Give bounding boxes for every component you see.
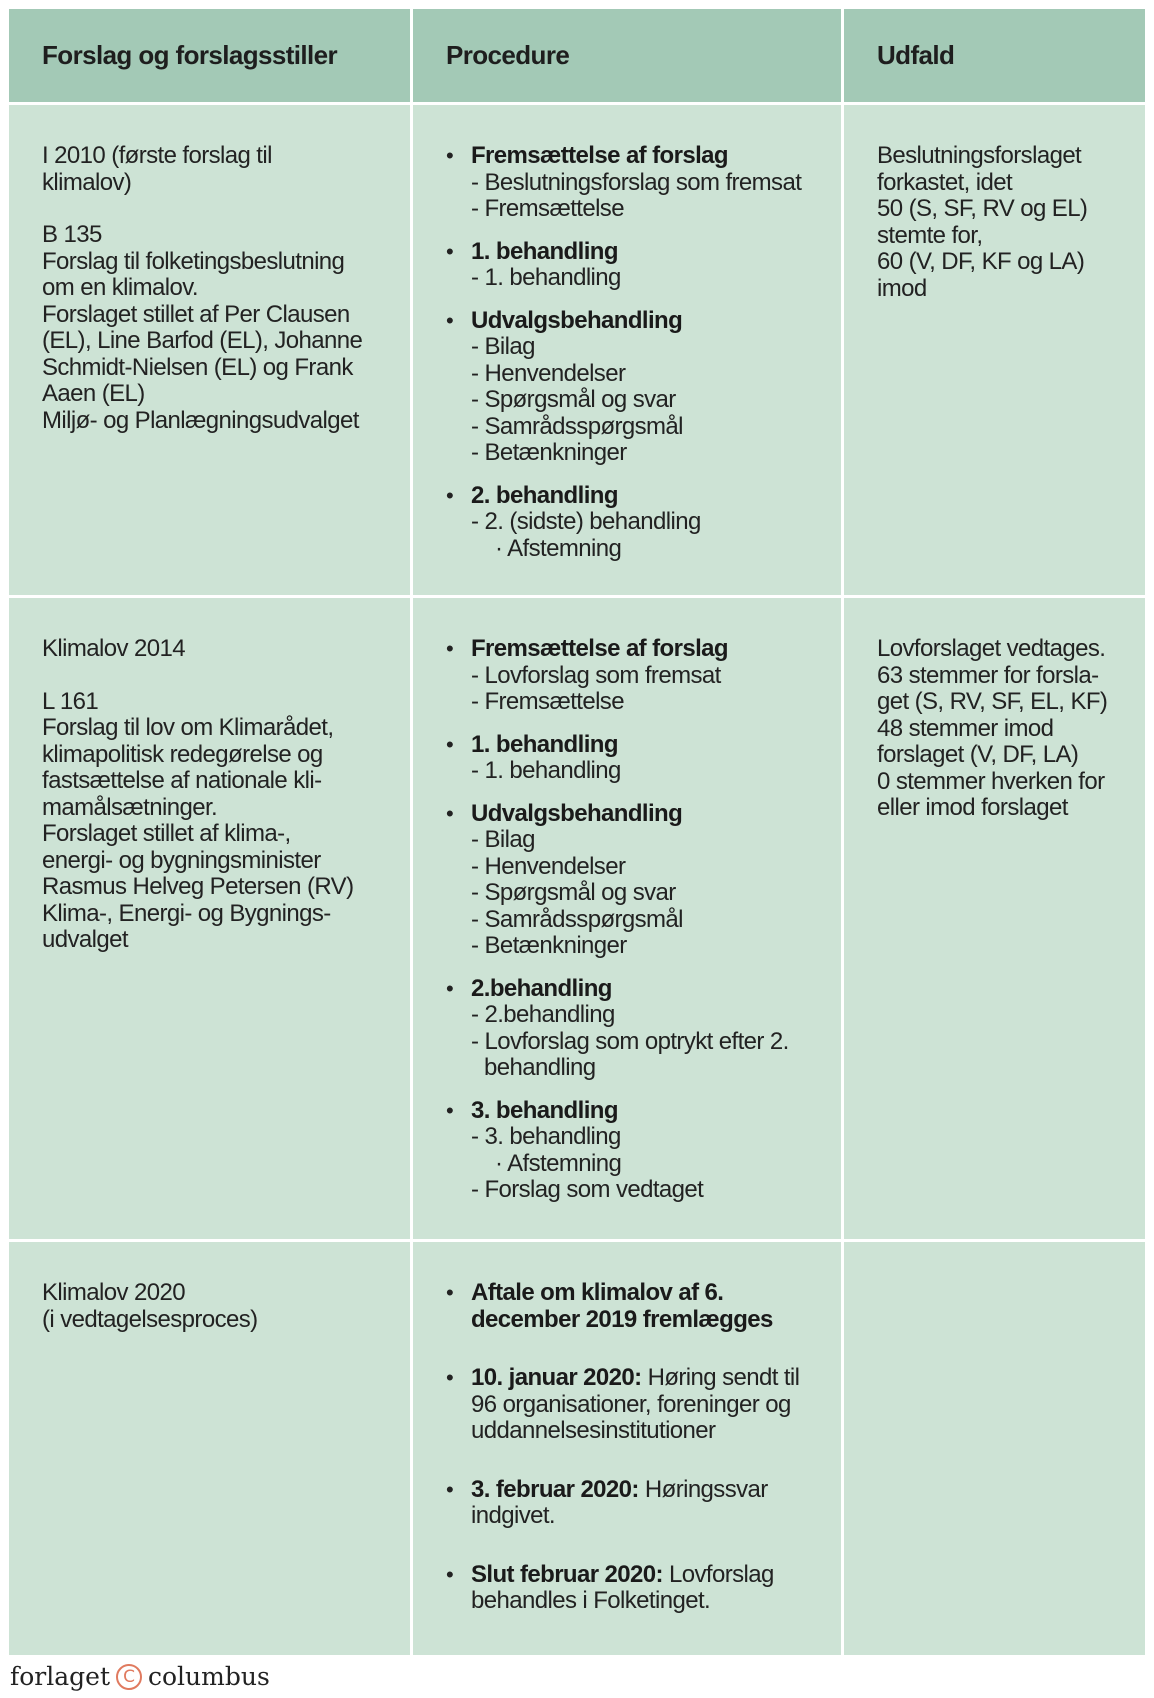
publisher-logo: forlaget C columbus (10, 1662, 270, 1691)
procedure-step: • Fremsættelse af forslag - Lovforslag som fremsat - Fremsættelse (446, 636, 817, 716)
procedure-step: • Udvalgsbehandling - Bilag - Henvendelser - Spørgsmål og svar - Samrådsspørgsmål - Betænkninger (446, 308, 817, 467)
procedure-step: • 1. behandling - 1. behandling (446, 732, 817, 785)
procedure-step: • 3. februar 2020: Høringssvar indgivet. (446, 1477, 817, 1530)
procedure-step: • 10. januar 2020: Høring sendt til 96 organisationer, foreninger og uddannelsesinstitutioner (446, 1365, 817, 1445)
procedure-step: • 1. behandling - 1. behandling (446, 239, 817, 292)
procedure-step: • Slut februar 2020: Lovforslag behandles i Folketinget. (446, 1562, 817, 1615)
row3-proposal (9, 1242, 410, 1655)
proposal-title: Klimalov 2020 (42, 1279, 185, 1306)
procedure-step: • Fremsættelse af forslag - Beslutningsforslag som fremsat - Fremsættelse (446, 143, 817, 223)
row1-outcome: Beslutningsforslaget forkastet, idet 50 (S, SF, RV og EL) stemte for, 60 (V, DF, KF og LA) imod (844, 105, 1145, 595)
proposal-body: B 135 Forslag til folketingsbeslutning om en klimalov. Forslaget stillet af Per Clausen (EL), Line Barfod (EL), Johanne Schmidt-Nielsen (EL) og Frank Aaen (EL) Miljø- og Planlægningsudvalget (42, 221, 363, 434)
row1-proposal (9, 105, 410, 595)
procedure-step: • 3. behandling - 3. behandling · Afstemning - Forslag som vedtaget (446, 1098, 817, 1204)
row3-outcome (844, 1242, 1145, 1655)
row2-proposal (9, 598, 410, 1239)
row1-procedure (413, 105, 841, 595)
procedure-table (9, 9, 1145, 1655)
header-proposal: Forslag og forslagsstiller (9, 9, 410, 102)
procedure-step: • 2. behandling - 2. (sidste) behandling · Afstemning (446, 483, 817, 563)
procedure-step: • Aftale om klimalov af 6. december 2019 fremlægges (446, 1280, 817, 1333)
proposal-body: L 161 Forslag til lov om Klimarådet, klimapolitisk redegørelse og fastsættelse af nationale kli- mamålsætninger. Forslaget stillet af klima-, energi- og bygningsminister Rasmus Helveg Petersen (RV) Klima-, Energi- og Bygnings- udvalget (42, 687, 354, 953)
header-outcome: Udfald (844, 9, 1145, 102)
proposal-subtitle: (i vedtagelsesproces) (42, 1305, 258, 1333)
procedure-step: • Udvalgsbehandling - Bilag - Henvendelser - Spørgsmål og svar - Samrådsspørgsmål - Betænkninger (446, 801, 817, 960)
row2-outcome: Lovforslaget vedtages. 63 stemmer for forsla- get (S, RV, SF, EL, KF) 48 stemmer imod forslaget (V, DF, LA) 0 stemmer hverken for eller imod forslaget (844, 598, 1145, 1239)
copyright-logo-icon: C (116, 1664, 142, 1690)
row3-procedure (413, 1242, 841, 1655)
row2-procedure (413, 598, 841, 1239)
procedure-step: • 2.behandling - 2.behandling - Lovforslag som optrykt efter 2. behandling (446, 976, 817, 1082)
proposal-title: Klimalov 2014 (42, 635, 185, 662)
header-procedure: Procedure (413, 9, 841, 102)
proposal-title: I 2010 (første forslag til klimalov) (42, 142, 272, 196)
